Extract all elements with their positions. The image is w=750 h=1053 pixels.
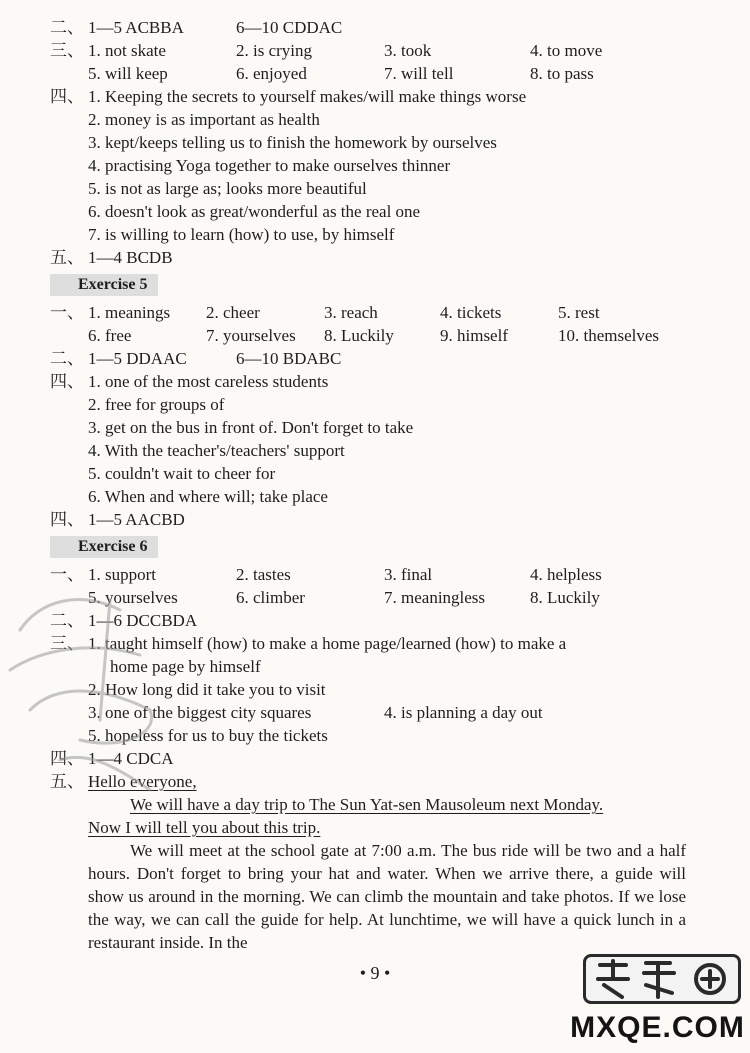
answer-item: 6. free: [88, 326, 132, 345]
answer-item: 5. rest: [558, 303, 600, 322]
essay-greeting: Hello everyone,: [88, 772, 197, 791]
answer-text: 2. free for groups of: [88, 395, 225, 414]
section-marker: 二、: [50, 18, 84, 37]
answer-text: 5. couldn't wait to cheer for: [88, 464, 276, 483]
section-marker: 一、: [50, 565, 84, 584]
answer-text: 1—4 CDCA: [88, 749, 174, 768]
essay-body: We will meet at the school gate at 7:00 a.m. The bus ride will be two and a half hours. Don't forget to bring your hat and water. When we arrive there, a guide will show us around in the morning. We can climb the mountain and take photos. If we lose the way, we can call the guide for help. At lunchtime, we will have a quick lunch in a restaurant inside. In the: [88, 841, 686, 952]
answer-text: 1—4 BCDB: [88, 248, 173, 267]
answer-text: 1. one of the most careless students: [88, 372, 329, 391]
answer-text: 7. is willing to learn (how) to use, by himself: [88, 225, 395, 244]
answer-item: 2. cheer: [206, 303, 260, 322]
answer-text: 6—10 BDABC: [236, 349, 342, 368]
section-marker: 二、: [50, 349, 84, 368]
answer-line: [0, 301, 750, 324]
answer-item: 3. one of the biggest city squares: [88, 703, 312, 722]
answer-item: 8. Luckily: [324, 326, 394, 345]
page-number: • 9 •: [359, 963, 391, 983]
answer-item: 2. tastes: [236, 565, 291, 584]
answer-text: 4. With the teacher's/teachers' support: [88, 441, 345, 460]
answer-line: [0, 39, 750, 62]
answer-item: 10. themselves: [558, 326, 660, 345]
essay-paragraph: [88, 839, 686, 954]
answer-item: 7. will tell: [384, 64, 454, 83]
section-marker: 三、: [50, 634, 84, 653]
handwritten-stamp-mark: [0, 560, 200, 820]
answer-line: [0, 347, 750, 370]
section-marker: 四、: [50, 749, 84, 768]
answer-item: 3. reach: [324, 303, 378, 322]
answer-item: 5. yourselves: [88, 588, 178, 607]
answer-text: 3. get on the bus in front of. Don't forget to take: [88, 418, 414, 437]
answer-item: 8. to pass: [530, 64, 594, 83]
answer-text: 1—6 DCCBDA: [88, 611, 198, 630]
answer-item: 7. yourselves: [206, 326, 296, 345]
exercise-5-header: Exercise 5: [50, 274, 158, 296]
section-marker: 二、: [50, 611, 84, 630]
answer-text: 2. How long did it take you to visit: [88, 680, 326, 699]
answer-text: 6. When and where will; take place: [88, 487, 328, 506]
answer-line: [0, 108, 750, 131]
answer-item: 4. helpless: [530, 565, 602, 584]
answer-item: 7. meaningless: [384, 588, 486, 607]
section-marker: 五、: [50, 772, 84, 791]
section-marker: 四、: [50, 510, 84, 529]
answer-item: 1. meanings: [88, 303, 171, 322]
answer-item: 4. to move: [530, 41, 603, 60]
watermark-logo: [583, 954, 741, 1004]
answer-text: 6. doesn't look as great/wonderful as the real one: [88, 202, 421, 221]
answer-line: [0, 200, 750, 223]
answer-line: [0, 439, 750, 462]
answer-line: [0, 393, 750, 416]
answer-line: [0, 508, 750, 531]
answer-text: 1. taught himself (how) to make a home page/learned (how) to make a: [88, 634, 567, 653]
answer-line: [0, 154, 750, 177]
essay-topic-sentence: We will have a day trip to The Sun Yat-sen Mausoleum next Monday.: [130, 795, 604, 814]
answer-item: 3. took: [384, 41, 432, 60]
answer-item: 8. Luckily: [530, 588, 600, 607]
watermark-site-text: MXQE.COM: [570, 1011, 745, 1044]
answer-text: 2. money is as important as health: [88, 110, 320, 129]
answer-line: [0, 324, 750, 347]
answer-text: 6—10 CDDAC: [236, 18, 343, 37]
answer-line: [0, 85, 750, 108]
answer-line: [0, 177, 750, 200]
answer-line: [0, 16, 750, 39]
answer-item: 4. is planning a day out: [384, 703, 543, 722]
answer-line: [0, 462, 750, 485]
answer-text: home page by himself: [110, 657, 261, 676]
watermark: [565, 950, 750, 1053]
exercise-6-header: Exercise 6: [50, 536, 158, 558]
answer-item: 9. himself: [440, 326, 508, 345]
answer-text: 3. kept/keeps telling us to finish the homework by ourselves: [88, 133, 497, 152]
answer-line: [0, 62, 750, 85]
answer-text: 1—5 ACBBA: [88, 18, 184, 37]
answer-line: [0, 485, 750, 508]
section-marker: 五、: [50, 248, 84, 267]
answer-line: [0, 370, 750, 393]
section-marker: 四、: [50, 87, 84, 106]
answer-item: 4. tickets: [440, 303, 502, 322]
answer-item: 1. not skate: [88, 41, 166, 60]
answer-item: 2. is crying: [236, 41, 313, 60]
answer-item: 5. will keep: [88, 64, 168, 83]
answer-item: 6. enjoyed: [236, 64, 307, 83]
section-marker: 一、: [50, 303, 84, 322]
section-marker: 四、: [50, 372, 84, 391]
answer-line: [0, 416, 750, 439]
answer-text: 1. Keeping the secrets to yourself makes/will make things worse: [88, 87, 527, 106]
answer-text: 5. is not as large as; looks more beautiful: [88, 179, 367, 198]
answer-text: 4. practising Yoga together to make ourselves thinner: [88, 156, 451, 175]
answer-text: 5. hopeless for us to buy the tickets: [88, 726, 328, 745]
answer-item: 1. support: [88, 565, 156, 584]
answer-text: 1—5 DDAAC: [88, 349, 187, 368]
answer-line: [0, 246, 750, 269]
answer-text: 1—5 AACBD: [88, 510, 185, 529]
answer-logo-icon: [586, 957, 738, 1001]
section-marker: 三、: [50, 41, 84, 60]
essay-topic-sentence: Now I will tell you about this trip.: [88, 818, 321, 837]
answer-item: 6. climber: [236, 588, 305, 607]
answer-line: [0, 223, 750, 246]
answer-item: 3. final: [384, 565, 433, 584]
answer-line: [0, 131, 750, 154]
